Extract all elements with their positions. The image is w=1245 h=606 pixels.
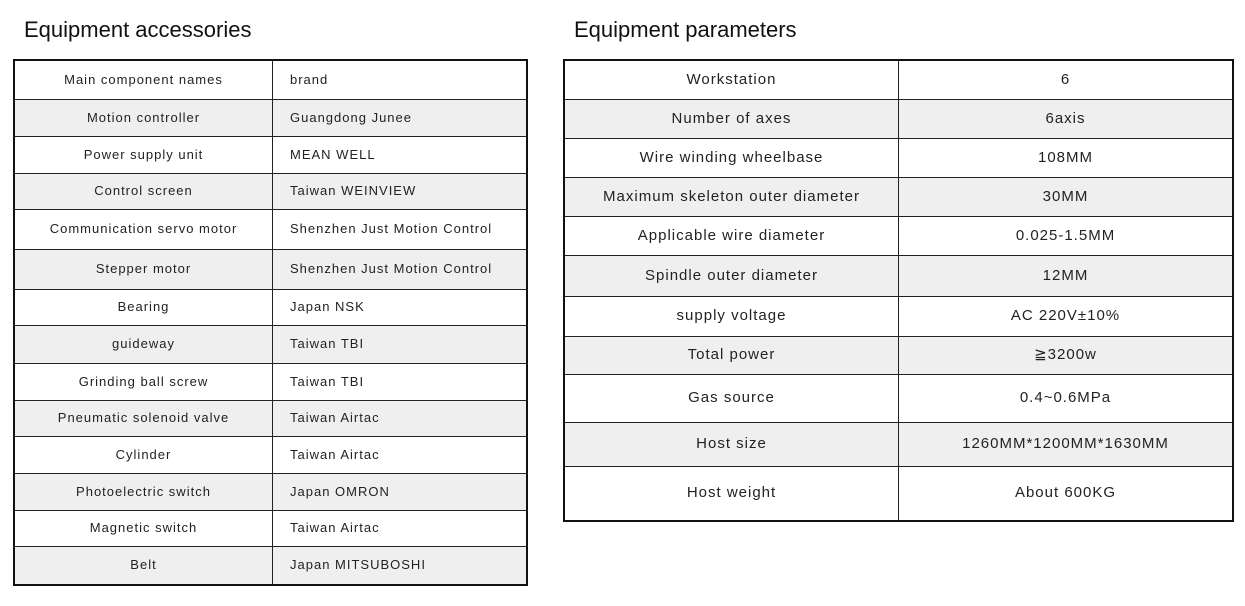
table-row: [564, 422, 1233, 466]
brand-cell: Taiwan TBI: [273, 325, 528, 363]
component-name-cell: Communication servo motor: [14, 209, 273, 249]
table-row: [14, 363, 527, 400]
parameter-name-cell: Host weight: [564, 466, 899, 521]
table-row: [564, 177, 1233, 216]
component-name-cell: Stepper motor: [14, 249, 273, 289]
table-row: [14, 99, 527, 136]
parameter-name-cell: Applicable wire diameter: [564, 216, 899, 255]
parameter-name-cell: supply voltage: [564, 296, 899, 336]
parameters-table: [563, 59, 1234, 522]
parameter-name-cell: Gas source: [564, 374, 899, 422]
table-row: [14, 249, 527, 289]
brand-cell: brand: [273, 60, 528, 99]
brand-cell: Taiwan Airtac: [273, 510, 528, 546]
table-row: [14, 289, 527, 325]
table-row: [14, 209, 527, 249]
parameter-name-cell: Maximum skeleton outer diameter: [564, 177, 899, 216]
component-name-cell: Main component names: [14, 60, 273, 99]
table-row: [14, 546, 527, 585]
table-row: [564, 99, 1233, 138]
table-row: [564, 466, 1233, 521]
component-name-cell: guideway: [14, 325, 273, 363]
table-row: [564, 255, 1233, 296]
parameter-name-cell: Workstation: [564, 60, 899, 99]
parameter-value-cell: AC 220V±10%: [899, 296, 1234, 336]
parameter-value-cell: 30MM: [899, 177, 1234, 216]
parameters-heading: Equipment parameters: [574, 17, 797, 42]
parameter-value-cell: 1260MM*1200MM*1630MM: [899, 422, 1234, 466]
table-row: [14, 173, 527, 209]
brand-cell: Taiwan Airtac: [273, 400, 528, 436]
table-row: [14, 136, 527, 173]
brand-cell: Taiwan Airtac: [273, 436, 528, 473]
accessories-heading: Equipment accessories: [24, 17, 252, 42]
table-row: [564, 216, 1233, 255]
parameter-name-cell: Wire winding wheelbase: [564, 138, 899, 177]
brand-cell: Japan NSK: [273, 289, 528, 325]
parameter-value-cell: 6axis: [899, 99, 1234, 138]
parameter-value-cell: 6: [899, 60, 1234, 99]
parameter-value-cell: 0.4~0.6MPa: [899, 374, 1234, 422]
table-row: [564, 296, 1233, 336]
table-row: [14, 436, 527, 473]
parameter-value-cell: About 600KG: [899, 466, 1234, 521]
parameter-name-cell: Host size: [564, 422, 899, 466]
table-row: [564, 374, 1233, 422]
table-row: [14, 60, 527, 99]
parameter-value-cell: 12MM: [899, 255, 1234, 296]
parameter-name-cell: Total power: [564, 336, 899, 374]
table-row: [14, 510, 527, 546]
brand-cell: Japan MITSUBOSHI: [273, 546, 528, 585]
parameter-value-cell: ≧3200w: [899, 336, 1234, 374]
component-name-cell: Bearing: [14, 289, 273, 325]
table-row: [564, 138, 1233, 177]
table-row: [14, 473, 527, 510]
parameter-value-cell: 0.025-1.5MM: [899, 216, 1234, 255]
component-name-cell: Control screen: [14, 173, 273, 209]
parameter-name-cell: Number of axes: [564, 99, 899, 138]
table-row: [564, 336, 1233, 374]
brand-cell: Shenzhen Just Motion Control: [273, 209, 528, 249]
component-name-cell: Power supply unit: [14, 136, 273, 173]
brand-cell: Shenzhen Just Motion Control: [273, 249, 528, 289]
component-name-cell: Motion controller: [14, 99, 273, 136]
brand-cell: MEAN WELL: [273, 136, 528, 173]
component-name-cell: Pneumatic solenoid valve: [14, 400, 273, 436]
accessories-table: [13, 59, 528, 586]
table-row: [564, 60, 1233, 99]
component-name-cell: Belt: [14, 546, 273, 585]
brand-cell: Taiwan TBI: [273, 363, 528, 400]
component-name-cell: Grinding ball screw: [14, 363, 273, 400]
brand-cell: Taiwan WEINVIEW: [273, 173, 528, 209]
component-name-cell: Magnetic switch: [14, 510, 273, 546]
table-row: [14, 400, 527, 436]
component-name-cell: Photoelectric switch: [14, 473, 273, 510]
brand-cell: Japan OMRON: [273, 473, 528, 510]
parameter-name-cell: Spindle outer diameter: [564, 255, 899, 296]
parameter-value-cell: 108MM: [899, 138, 1234, 177]
table-row: [14, 325, 527, 363]
component-name-cell: Cylinder: [14, 436, 273, 473]
brand-cell: Guangdong Junee: [273, 99, 528, 136]
